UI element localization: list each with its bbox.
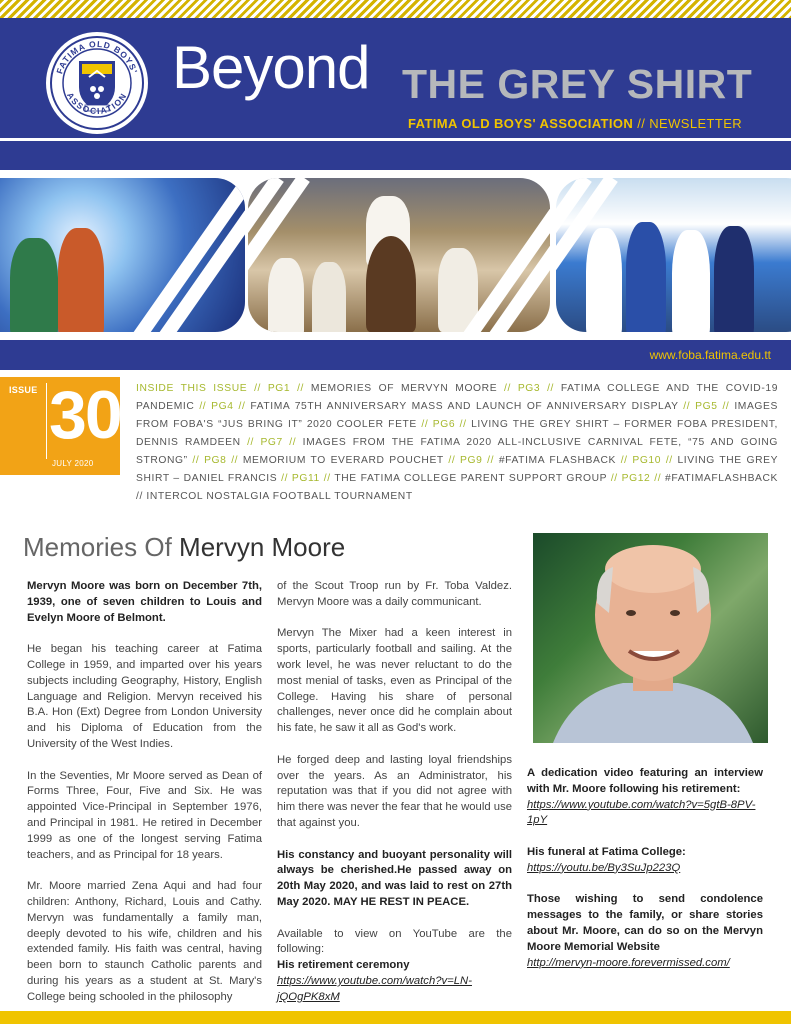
article-title-light: Memories Of bbox=[23, 532, 172, 562]
retirement-ceremony-label: His retirement ceremony bbox=[277, 959, 410, 972]
issue-number: 30 bbox=[49, 377, 121, 453]
youtube-intro bbox=[277, 927, 512, 1006]
article-paragraph: Mervyn The Mixer had a keen interest in sports, particularly football and sailing. At the work level, he was never reluctant to do the most menial of tasks, even as Principal of the College. Having his share of personal challenges, never once did he complain about his fate, he saw it all as God's work. bbox=[277, 627, 512, 735]
photo-strip bbox=[0, 170, 791, 340]
toc-page[interactable]: PG10 bbox=[632, 455, 662, 466]
funeral-video bbox=[527, 845, 763, 877]
toc-page[interactable]: PG6 bbox=[432, 419, 456, 430]
brand-title-script: Beyond bbox=[172, 34, 370, 101]
article-title bbox=[23, 532, 345, 563]
logo-ring-top: FATIMA OLD BOYS' bbox=[54, 38, 140, 76]
subtitle-org: FATIMA OLD BOYS' ASSOCIATION bbox=[408, 116, 634, 131]
dedication-video bbox=[527, 766, 763, 829]
issue-label: ISSUE bbox=[9, 385, 38, 395]
toc-page[interactable]: PG12 bbox=[621, 473, 651, 484]
subtitle-type: NEWSLETTER bbox=[649, 116, 743, 131]
photo-anniversary-mass bbox=[248, 178, 550, 332]
article-column-3 bbox=[527, 766, 763, 971]
photo-concert bbox=[0, 178, 245, 332]
article-column-2 bbox=[277, 579, 512, 1006]
article-paragraph: of the Scout Troop run by Fr. Toba Valdez. Mervyn Moore was a daily communicant. bbox=[277, 580, 512, 608]
header-band bbox=[0, 141, 791, 170]
mervyn-moore-portrait bbox=[533, 533, 768, 743]
condolence-text: Those wishing to send condolence messages to the family, or share stories about Mr. Moore, can do so on the Mervyn Moore Memorial Website bbox=[527, 893, 763, 953]
toc-page[interactable]: PG8 bbox=[204, 455, 227, 466]
article-lead: Mervyn Moore was born on December 7th, 1939, one of seven children to Louis and Evelyn Moore of Belmont. bbox=[27, 580, 262, 624]
toc-title[interactable]: LIVING THE GREY SHIRT – DANIEL FRANCIS bbox=[136, 455, 779, 484]
toc-title[interactable]: IMAGES FROM THE FATIMA 2020 ALL-INCLUSIVE CARNIVAL FETE, “75 AND GOING STRONG” bbox=[136, 437, 778, 466]
photo-football-team bbox=[556, 178, 791, 332]
issue-badge bbox=[0, 377, 120, 475]
dedication-video-link[interactable]: https://www.youtube.com/watch?v=5gtB-8PV-1pY bbox=[527, 798, 756, 827]
toc-page[interactable]: PG4 bbox=[211, 401, 234, 412]
issue-divider bbox=[46, 383, 47, 459]
toc-title[interactable]: FATIMA COLLEGE AND THE COVID-19 PANDEMIC bbox=[136, 383, 779, 412]
toc-page[interactable]: PG9 bbox=[460, 455, 483, 466]
toc-title[interactable]: LIVING THE GREY SHIRT – FORMER FOBA PRESIDENT, DENNIS RAMDEEN bbox=[136, 419, 778, 448]
article-paragraph: He began his teaching career at Fatima College in 1959, and imparted over his years subjects including Geography, History, English Language and Religion. Mervyn received his B.A. Hon (Ext) Degree from London University and his Diploma of Education from the University of the West Indies. bbox=[27, 643, 262, 750]
toc-title[interactable]: FATIMA 75TH ANNIVERSARY MASS AND LAUNCH OF ANNIVERSARY DISPLAY bbox=[250, 401, 679, 412]
toc-title[interactable]: MEMORIES OF MERVYN MOORE bbox=[310, 383, 498, 394]
memorial-website-link[interactable]: http://mervyn-moore.forevermissed.com/ bbox=[527, 956, 730, 969]
toc-title[interactable]: #FATIMAFLASHBACK // INTERCOL NOSTALGIA FOOTBALL TOURNAMENT bbox=[136, 473, 779, 502]
logo-ring-bottom: ASSOCIATION bbox=[65, 90, 129, 117]
brand-title-bold: THE GREY SHIRT bbox=[402, 61, 753, 107]
toc-heading: INSIDE THIS ISSUE bbox=[136, 383, 248, 394]
issue-date: JULY 2020 bbox=[52, 459, 94, 468]
toc-page[interactable]: PG5 bbox=[695, 401, 718, 412]
youtube-intro-text: Available to view on YouTube are the following: bbox=[277, 927, 512, 956]
subtitle-separator: // bbox=[637, 116, 646, 131]
toc-page[interactable]: PG11 bbox=[291, 473, 320, 484]
article-paragraph: Mr. Moore married Zena Aqui and had four children: Anthony, Richard, Louis and Cathy. Mervyn was fundamentally a family man, deeply devoted to his wife, children and his extended family. His faith was central, having been born to staunch Catholic parents and during his years as a student at St. Mary's College being schooled in the philosophy bbox=[27, 880, 262, 1003]
masthead bbox=[0, 18, 791, 138]
top-stripe-border bbox=[0, 0, 791, 18]
website-url[interactable]: www.foba.fatima.edu.tt bbox=[649, 348, 771, 362]
toc-title[interactable]: IMAGES FROM FOBA'S “JUS BRING IT” 2020 COOLER FETE bbox=[136, 401, 778, 430]
article-paragraph: He forged deep and lasting loyal friendships over the years. As an Administrator, his reputation was that if you did not agree with him there was never the fear that he would use that against you. bbox=[277, 753, 512, 829]
bottom-bar bbox=[0, 1011, 791, 1024]
portrait-image bbox=[533, 533, 768, 743]
article-column-1 bbox=[27, 579, 262, 1021]
brand-subtitle bbox=[408, 116, 742, 131]
article-title-strong: Mervyn Moore bbox=[179, 532, 346, 562]
funeral-video-text: His funeral at Fatima College: bbox=[527, 845, 686, 858]
condolence-note bbox=[527, 892, 763, 971]
dedication-video-text: A dedication video featuring an interview with Mr. Moore following his retirement: bbox=[527, 767, 763, 795]
url-band bbox=[0, 340, 791, 370]
toc-title[interactable]: THE FATIMA COLLEGE PARENT SUPPORT GROUP bbox=[334, 473, 607, 484]
table-of-contents: INSIDE THIS ISSUE // PG1 // MEMORIES OF MERVYN MOORE // PG3 // FATIMA COLLEGE AND THE COVID-19 PANDEMIC // PG4 // FATIMA 75TH ANNIVERSARY MASS AND LAUNCH OF ANNIVERSARY DISPLAY // PG5 // IMAGES FROM FOBA'S “JUS BRING IT” 2020 COOLER FETE // PG6 // LIVING THE GREY SHIRT – FORMER FOBA PRESIDENT, DENNIS RAMDEEN // PG7 // IMAGES FROM THE FATIMA 2020 ALL-INCLUSIVE CARNIVAL FETE, “75 AND GOING STRONG” // PG8 // MEMORIUM TO EVERARD POUCHET // PG9 // #FATIMA FLASHBACK // PG10 // LIVING THE GREY SHIRT – DANIEL FRANCIS // PG11 // THE FATIMA COLLEGE PARENT SUPPORT GROUP // PG12 // #FATIMAFLASHBACK // INTERCOL NOSTALGIA FOOTBALL TOURNAMENT bbox=[136, 383, 779, 502]
toc-page[interactable]: PG7 bbox=[260, 437, 283, 448]
toc-title[interactable]: MEMORIUM TO EVERARD POUCHET bbox=[242, 455, 444, 466]
article-paragraph: In the Seventies, Mr Moore served as Dean of Forms Three, Four, Five and Six. He was appointed Vice-Principal in September 1976, and Principal in 1981. He retired in December 1999 as one of the longest serving Fatima teachers, and as Principal for 18 years. bbox=[27, 769, 262, 861]
toc-page[interactable]: PG1 bbox=[267, 383, 291, 394]
retirement-ceremony-link[interactable]: https://www.youtube.com/watch?v=LN-jQOgPK8xM bbox=[277, 974, 472, 1003]
toc-page[interactable]: PG3 bbox=[517, 383, 541, 394]
shield-crest-icon bbox=[49, 35, 145, 131]
funeral-video-link[interactable]: https://youtu.be/By3SuJp223Q bbox=[527, 861, 681, 874]
foba-logo bbox=[46, 32, 148, 134]
toc-title[interactable]: #FATIMA FLASHBACK bbox=[498, 455, 616, 466]
article-highlight: His constancy and buoyant personality will always be cherished.He passed away on 20th May 2020, and was laid to rest on 27th May 2020. MAY HE REST IN PEACE. bbox=[277, 848, 512, 908]
